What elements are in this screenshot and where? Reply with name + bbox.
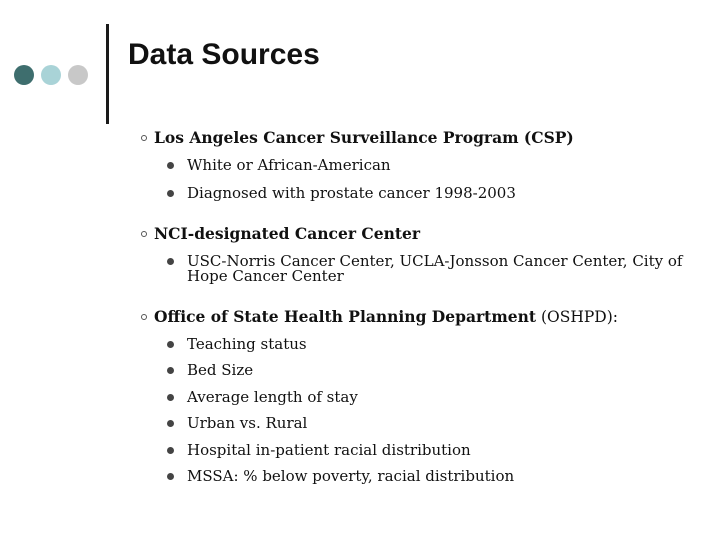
section-heading-nci: NCI-designated Cancer Center bbox=[154, 224, 421, 243]
bullet-dot-icon bbox=[167, 473, 174, 480]
list-item: Bed Size bbox=[187, 361, 254, 379]
bullet-dot-icon bbox=[167, 367, 174, 374]
list-item: USC-Norris Cancer Center, UCLA-Jonsson Cancer Center, City of Hope Cancer Center bbox=[187, 252, 683, 285]
bullet-ring-icon bbox=[141, 314, 147, 320]
section-heading-oshpd-text: Office of State Health Planning Department bbox=[154, 307, 537, 326]
bullet-dot-icon bbox=[167, 420, 174, 427]
dot-dark-teal bbox=[14, 65, 34, 85]
bullet-dot-icon bbox=[167, 447, 174, 454]
list-item: MSSA: % below poverty, racial distribution bbox=[187, 467, 515, 485]
list-item: Urban vs. Rural bbox=[187, 414, 308, 432]
bullet-dot-icon bbox=[167, 190, 174, 197]
bullet-dot-icon bbox=[167, 162, 174, 169]
bullet-dot-icon bbox=[167, 394, 174, 401]
section-heading-oshpd bbox=[154, 308, 618, 326]
slide-title: Data Sources bbox=[128, 38, 320, 71]
title-divider bbox=[106, 24, 109, 124]
list-item: Average length of stay bbox=[187, 388, 358, 406]
bullet-ring-icon bbox=[141, 135, 147, 141]
bullet-dot-icon bbox=[167, 258, 174, 265]
section-heading-csp: Los Angeles Cancer Surveillance Program (CSP) bbox=[154, 128, 574, 147]
section-heading-oshpd-suffix: (OSHPD): bbox=[536, 308, 618, 326]
list-item: Diagnosed with prostate cancer 1998-2003 bbox=[187, 184, 516, 202]
bullet-dot-icon bbox=[167, 341, 174, 348]
list-item: Hospital in-patient racial distribution bbox=[187, 441, 471, 459]
list-item: Teaching status bbox=[187, 335, 307, 353]
decorative-dots bbox=[14, 65, 88, 85]
list-item: White or African-American bbox=[187, 156, 391, 174]
dot-light-teal bbox=[41, 65, 61, 85]
dot-light-gray bbox=[68, 65, 88, 85]
bullet-ring-icon bbox=[141, 231, 147, 237]
